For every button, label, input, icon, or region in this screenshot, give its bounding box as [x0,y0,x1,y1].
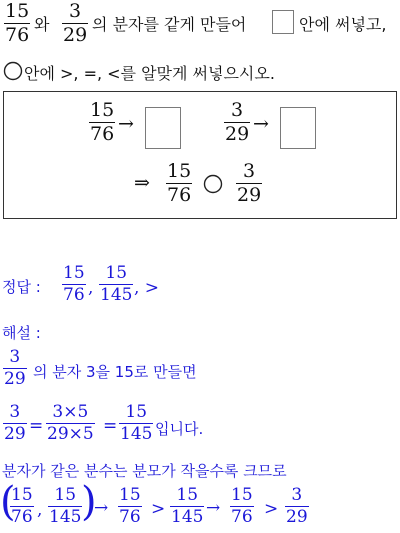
denominator: 29 [4,424,26,444]
numerator: 15 [63,263,85,283]
line4-fraction-5 [230,487,254,526]
circle-blank-icon [3,61,23,81]
answer-box-2 [280,107,316,149]
explanation-line1-text: 의 분자 3을 15로 만들면 [33,363,197,381]
denominator: 76 [63,285,85,305]
denominator: 76 [167,184,192,206]
denominator: 76 [5,24,30,46]
numerator: 15 [119,485,141,505]
numerator: 15 [105,263,128,283]
denominator: 76 [119,507,141,527]
denominator: 29 [225,123,250,145]
answer-box-1 [145,107,181,149]
equals-sign: = [103,416,118,436]
fraction-3-29 [62,2,88,45]
box-fraction-3-29 [236,162,262,205]
numerator: 15 [54,485,77,505]
denominator: 145 [171,507,204,527]
explanation-fraction-3-29 [3,349,27,388]
box-fraction-3-29 [224,101,250,144]
problem-line1-end: 안에 써넣고, [299,15,387,34]
arrow-icon: → [253,113,269,135]
explanation-lhs-fraction [3,404,27,443]
denominator: 145 [120,424,153,444]
greater-than-sign: > [151,499,166,519]
explanation-rhs-fraction [119,404,153,443]
box-fraction-15-76 [166,162,192,205]
line4-fraction-3 [118,487,142,526]
comparison-circle-icon [203,174,223,194]
numerator: 15 [5,0,30,22]
numerator: 3 [231,99,244,121]
numerator: 15 [176,485,199,505]
numerator: 15 [11,485,33,505]
denominator: 29 [4,369,26,389]
numerator: 3 [291,485,303,505]
denominator: 76 [11,507,33,527]
line4-fraction-2 [48,487,82,526]
numerator: 15 [90,99,115,121]
greater-than-sign: > [264,499,279,519]
problem-line2-text: 안에 >, =, <를 알맞게 써넣으시오. [24,64,275,83]
explanation-line2-text: 입니다. [155,420,204,438]
numerator: 15 [231,485,253,505]
arrow-icon: → [118,113,134,135]
explanation-line3-text: 분자가 같은 분수는 분모가 작을수록 크므로 [2,462,287,480]
answer-label: 정답 : [2,278,41,296]
open-paren: ( [0,479,16,525]
box-fraction-15-76 [89,101,115,144]
answer-fraction-2 [99,265,133,304]
implies-icon: ⇒ [134,172,150,194]
answer-tail: , > [134,278,160,298]
numerator: 15 [167,160,192,182]
denominator: 29 [286,507,308,527]
comma: , [37,500,43,520]
line4-fraction-4 [170,487,204,526]
line4-fraction-6 [285,487,309,526]
answer-comma: , [88,278,94,298]
arrow-icon: → [206,498,221,518]
denominator: 76 [231,507,253,527]
equals-sign: = [29,416,44,436]
fraction-15-76 [4,2,30,45]
denominator: 29 [237,184,262,206]
problem-box [3,91,397,219]
denominator: 145 [100,285,133,305]
close-paren: ) [81,479,97,525]
numerator: 3×5 [52,402,89,422]
denominator: 29×5 [47,424,94,444]
denominator: 145 [49,507,82,527]
numerator: 3 [9,347,21,367]
arrow-icon: → [94,498,109,518]
numerator: 3 [69,0,82,22]
numerator: 15 [125,402,148,422]
explanation-label: 해설 : [2,324,41,342]
denominator: 76 [90,123,115,145]
connector-text: 와 [34,15,50,34]
explanation-mid-fraction [46,404,95,443]
numerator: 3 [243,160,256,182]
answer-fraction-1 [62,265,86,304]
answer-blank-box [272,10,294,34]
problem-line1-text: 의 분자를 같게 만들어 [92,15,247,34]
numerator: 3 [9,402,21,422]
line4-fraction-1 [10,487,34,526]
denominator: 29 [63,24,88,46]
